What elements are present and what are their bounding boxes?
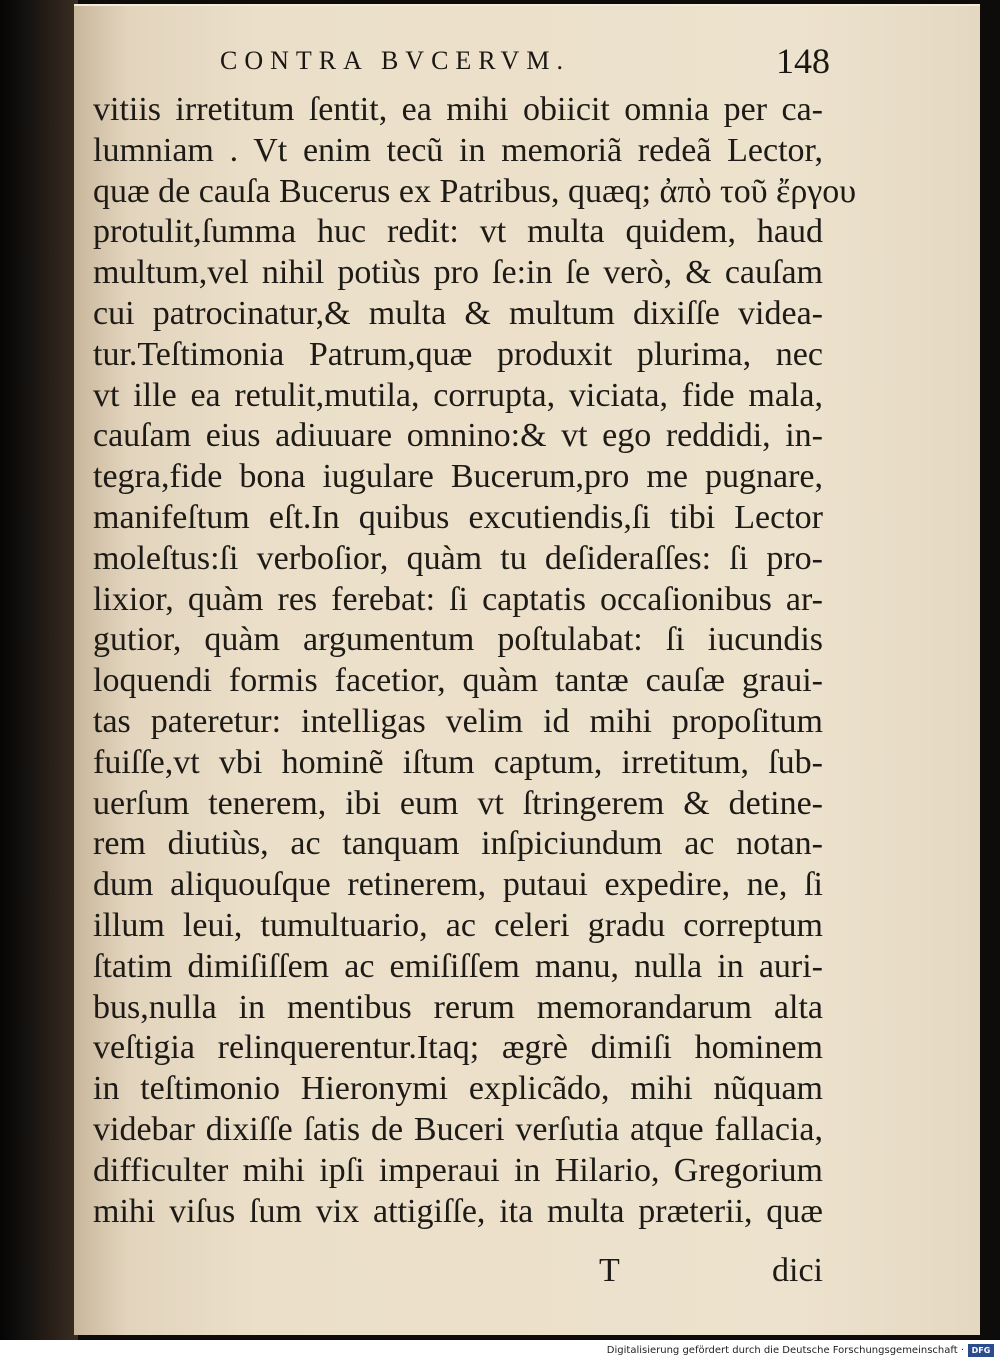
text-line: tegra,fide bona iugulare Bucerum,pro me pugnare,	[93, 458, 823, 496]
running-head: CONTRA BVCERVM.	[220, 46, 570, 75]
text-line: lixior, quàm res ferebat: ſi captatis occaſionibus ar-	[93, 580, 823, 618]
dfg-logo: DFG	[968, 1344, 994, 1357]
folio-number: 148	[776, 41, 830, 81]
text-line: lumniam . Vt enim tecũ in memoriã redeã Lector,	[93, 131, 823, 169]
body-text	[93, 90, 857, 1232]
text-line: ſtatim dimiſiſſem ac emiſiſſem manu, nulla in auri-	[93, 947, 823, 985]
text-line: vitiis irretitum ſentit, ea mihi obiicit omnia per ca-	[93, 91, 823, 128]
credit-text: Digitalisierung gefördert durch die Deutsche Forschungsgemeinschaft ·	[606, 1345, 964, 1356]
text-line: quæ de cauſa Bucerus ex Patribus, quæq; ἀπὸ τοῦ ἔργου	[93, 172, 857, 210]
text-line: manifeſtum eſt.In quibus excutiendis,ſi tibi Lector	[93, 498, 823, 536]
text-line: difficulter mihi ipſi imperaui in Hilario, Gregorium	[93, 1151, 823, 1189]
text-line: fuiſſe,vt vbi hominẽ iſtum captum, irretitum, ſub-	[93, 743, 823, 781]
page-footer	[93, 1252, 823, 1292]
page-header	[140, 40, 830, 84]
text-line: in teſtimonio Hieronymi explicãdo, mihi nũquam	[93, 1070, 823, 1108]
text-line: veſtigia relinquerentur.Itaq; ægrè dimiſi hominem	[93, 1029, 823, 1067]
text-line: moleſtus:ſi verboſior, quàm tu deſideraſſes: ſi pro-	[93, 539, 823, 577]
digitization-credit-bar	[0, 1340, 1000, 1363]
catchword: dici	[772, 1252, 823, 1289]
text-line: tur.Teſtimonia Patrum,quæ produxit plurima, nec	[93, 335, 823, 373]
text-line: illum leui, tumultuario, ac celeri gradu correptum	[93, 906, 823, 944]
text-line: bus,nulla in mentibus rerum memorandarum alta	[93, 988, 823, 1026]
book-spine	[0, 0, 78, 1340]
text-line: gutior, quàm argumentum poſtulabat: ſi iucundis	[93, 621, 823, 659]
text-line: rem diutiùs, ac tanquam inſpiciundum ac notan-	[93, 825, 823, 863]
text-line: cui patrocinatur,& multa & multum dixiſſe videa-	[93, 294, 823, 332]
text-line: dum aliquouſque retinerem, putaui expedire, ne, ſi	[93, 866, 823, 904]
signature-mark: T	[599, 1252, 620, 1289]
text-line: vt ille ea retulit,mutila, corrupta, viciata, fide mala,	[93, 376, 823, 414]
text-line: uerſum tenerem, ibi eum vt ſtringerem & detine-	[93, 784, 823, 822]
text-line: multum,vel nihil potiùs pro ſe:in ſe verò, & cauſam	[93, 254, 823, 292]
text-line: loquendi formis facetior, quàm tantæ cauſæ graui-	[93, 662, 823, 700]
text-line: mihi viſus ſum vix attigiſſe, ita multa præterii, quæ	[93, 1192, 823, 1230]
text-line: cauſam eius adiuuare omnino:& vt ego reddidi, in-	[93, 417, 823, 455]
text-line: videbar dixiſſe ſatis de Buceri verſutia atque fallacia,	[93, 1110, 823, 1148]
text-line: tas pateretur: intelligas velim id mihi propoſitum	[93, 702, 823, 740]
text-line: protulit,ſumma huc redit: vt multa quidem, haud	[93, 213, 823, 251]
